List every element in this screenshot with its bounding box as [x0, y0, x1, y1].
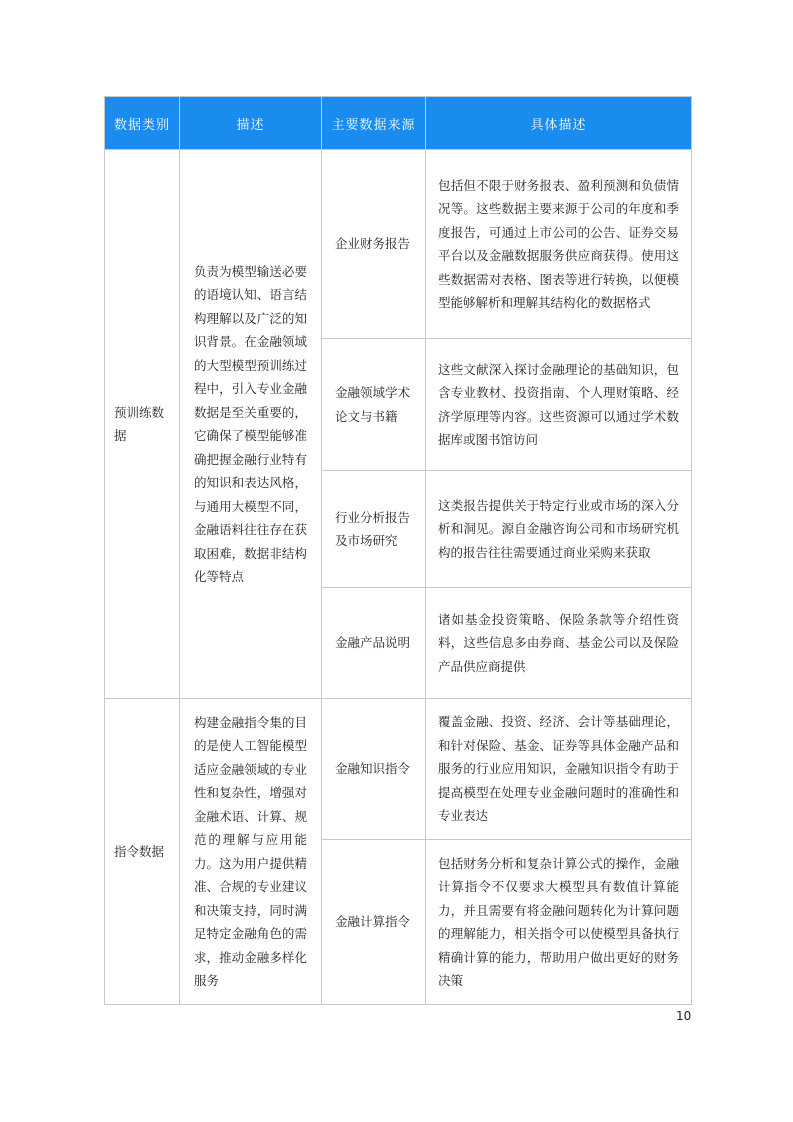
table-row: [105, 699, 692, 840]
table-header-row: [105, 97, 692, 150]
header-description: 描述: [180, 97, 322, 150]
detail-cell: 这类报告提供关于特定行业或市场的深入分析和洞见。源自金融咨询公司和市场研究机构的报告往往需要通过商业采购来获取: [426, 471, 692, 588]
category-cell: 预训练数据: [105, 150, 180, 699]
detail-cell: 这些文献深入探讨金融理论的基础知识，包含专业教材、投资指南、个人理财策略、经济学原理等内容。这些资源可以通过学术数据库或图书馆访问: [426, 339, 692, 471]
source-cell: 金融领域学术论文与书籍: [322, 339, 426, 471]
detail-cell: 诸如基金投资策略、保险条款等介绍性资料，这些信息多由券商、基金公司以及保险产品供应商提供: [426, 588, 692, 699]
source-cell: 金融知识指令: [322, 699, 426, 840]
source-cell: 企业财务报告: [322, 150, 426, 339]
detail-cell: 覆盖金融、投资、经济、会计等基础理论，和针对保险、基金、证券等具体金融产品和服务的行业应用知识，金融知识指令有助于提高模型在处理专业金融问题时的准确性和专业表达: [426, 699, 692, 840]
description-cell: 负责为模型输送必要的语境认知、语言结构理解以及广泛的知识背景。在金融领域的大型模型预训练过程中，引入专业金融数据是至关重要的，它确保了模型能够准确把握金融行业特有的知识和表达风格，与通用大模型不同，金融语料往往存在获取困难，数据非结构化等特点: [180, 150, 322, 699]
header-category: 数据类别: [105, 97, 180, 150]
data-table: [104, 96, 692, 1005]
category-cell: 指令数据: [105, 699, 180, 1005]
detail-cell: 包括但不限于财务报表、盈利预测和负债情况等。这些数据主要来源于公司的年度和季度报告，可通过上市公司的公告、证券交易平台以及金融数据服务供应商获得。使用这些数据需对表格、图表等进行转换，以便模型能够解析和理解其结构化的数据格式: [426, 150, 692, 339]
description-cell: 构建金融指令集的目的是使人工智能模型适应金融领域的专业性和复杂性，增强对金融术语、计算、规范的理解与应用能力。这为用户提供精准、合规的专业建议和决策支持，同时满足特定金融角色的需求，推动金融多样化服务: [180, 699, 322, 1005]
source-cell: 金融产品说明: [322, 588, 426, 699]
source-cell: 金融计算指令: [322, 840, 426, 1005]
detail-cell: 包括财务分析和复杂计算公式的操作，金融计算指令不仅要求大模型具有数值计算能力，并且需要有将金融问题转化为计算问题的理解能力，相关指令可以使模型具备执行精确计算的能力，帮助用户做出更好的财务决策: [426, 840, 692, 1005]
table-row: [105, 150, 692, 339]
page-number: 10: [676, 1009, 692, 1023]
source-cell: 行业分析报告及市场研究: [322, 471, 426, 588]
header-source: 主要数据来源: [322, 97, 426, 150]
header-detail: 具体描述: [426, 97, 692, 150]
